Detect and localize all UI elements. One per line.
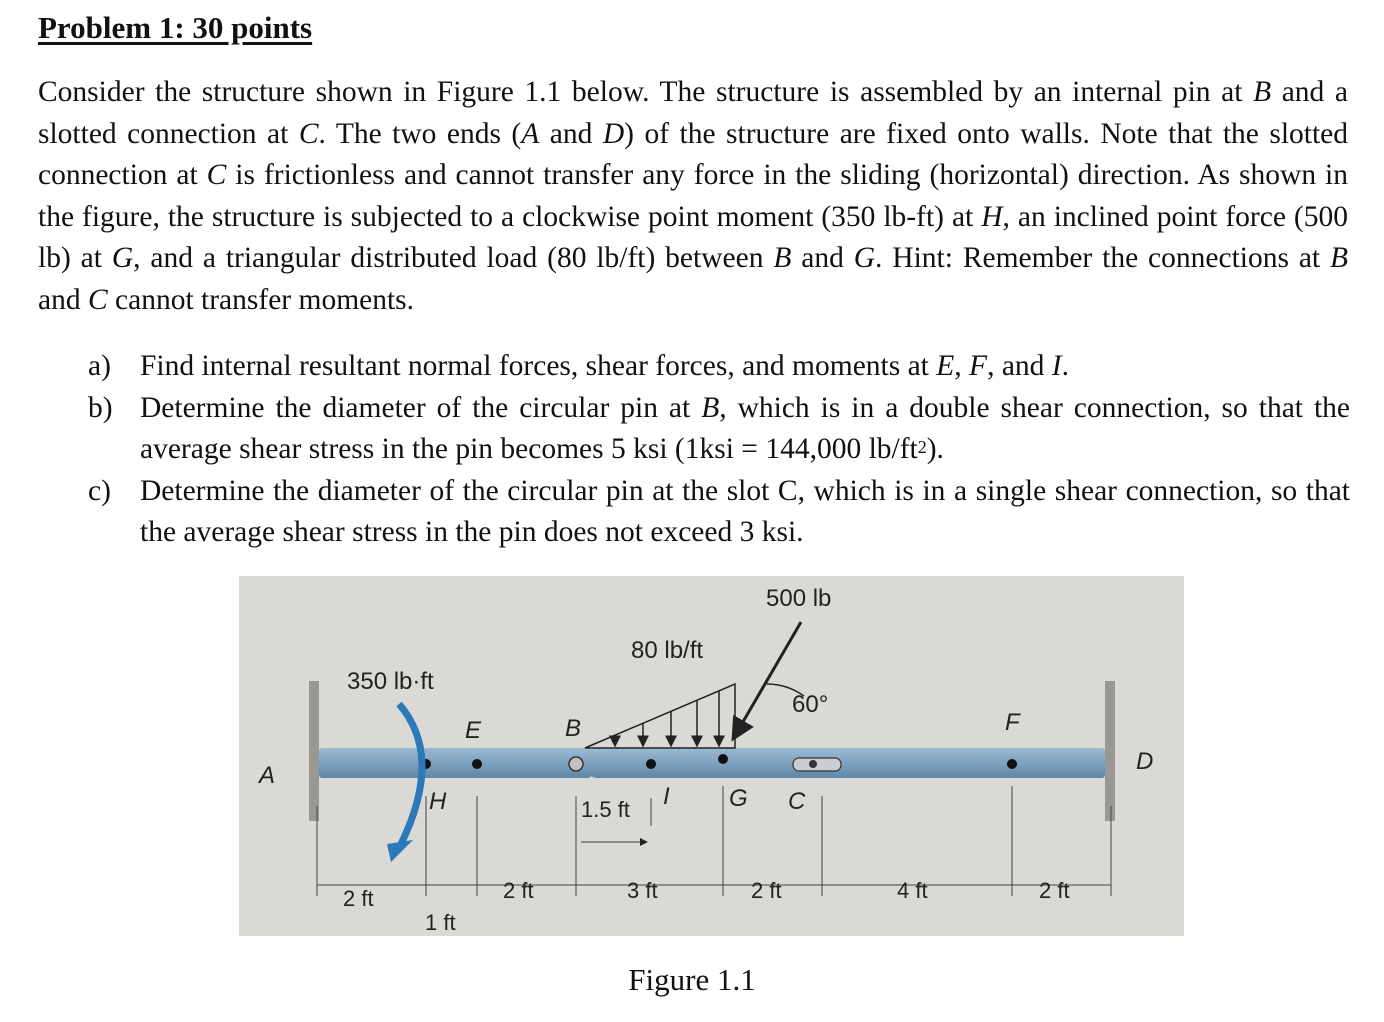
problem-statement: Consider the structure shown in Figure 1.1 below. The structure is assembled by an internal pin at B and a slotted connection at C. The two ends (A and D) of the structure are fixed onto walls. Note that the slotted connection at C is frictionless and cannot transfer any force in the sliding (horizontal) direction. As shown in the figure, the structure is subjected to a clockwise point moment (350 lb-ft) at H, an inclined point force (500 lb) at G, and a triangular distributed load (80 lb/ft) between B and G. Hint: Remember the connections at B and C cannot transfer moments.: [38, 76, 1349, 316]
dim-2ft-a: 2 ft: [343, 886, 374, 911]
label-f: F: [1005, 709, 1020, 736]
question-a: a) Find internal resultant normal forces, shear forces, and moments at E, F, and I.: [88, 350, 1069, 382]
dim-1ft: 1 ft: [425, 910, 456, 935]
question-b: b) Determine the diameter of the circular pin at B, which is in a double shear connection, so that the average shear stress in the pin becomes 5 ksi (1ksi = 144,000 $lb/ft^2$).: [88, 391, 1350, 466]
question-list: [88, 346, 1350, 554]
problem-title: Problem 1: 30 points: [38, 10, 313, 45]
label-angle: 60°: [792, 691, 829, 718]
slot-pin-c: [809, 760, 817, 768]
label-1-5-ft: 1.5 ft: [581, 797, 630, 822]
label-d: D: [1136, 748, 1154, 775]
dim-2ft-d: 2 ft: [1039, 878, 1070, 903]
label-i: I: [663, 783, 670, 810]
point-i: [646, 759, 656, 769]
question-c: c) Determine the diameter of the circular pin at the slot C, which is in a single shear connection, so that the average shear stress in the pin does not exceed 3 ksi.: [88, 474, 1350, 549]
label-dist-load: 80 lb/ft: [631, 637, 704, 664]
structure-figure: [239, 576, 1184, 936]
slot-c: [793, 758, 841, 771]
wall-left: [309, 681, 319, 821]
point-e: [472, 759, 482, 769]
label-b: B: [565, 715, 582, 742]
dim-2ft-c: 2 ft: [751, 878, 782, 903]
wall-right: [1105, 681, 1115, 821]
label-a: A: [259, 762, 276, 789]
point-g: [718, 754, 728, 764]
dim-2ft-b: 2 ft: [503, 878, 534, 903]
dim-3ft: 3 ft: [627, 878, 658, 903]
label-moment: 350 lb·ft: [347, 668, 434, 695]
label-h: H: [429, 788, 447, 815]
dim-4ft: 4 ft: [897, 878, 928, 903]
label-e: E: [465, 717, 482, 744]
label-g: G: [729, 785, 748, 812]
point-f: [1007, 759, 1017, 769]
label-force: 500 lb: [766, 585, 832, 612]
label-c: C: [788, 788, 806, 815]
pin-b: [569, 757, 583, 771]
beam-ab: [319, 748, 591, 778]
figure-caption: Figure 1.1: [628, 962, 756, 997]
